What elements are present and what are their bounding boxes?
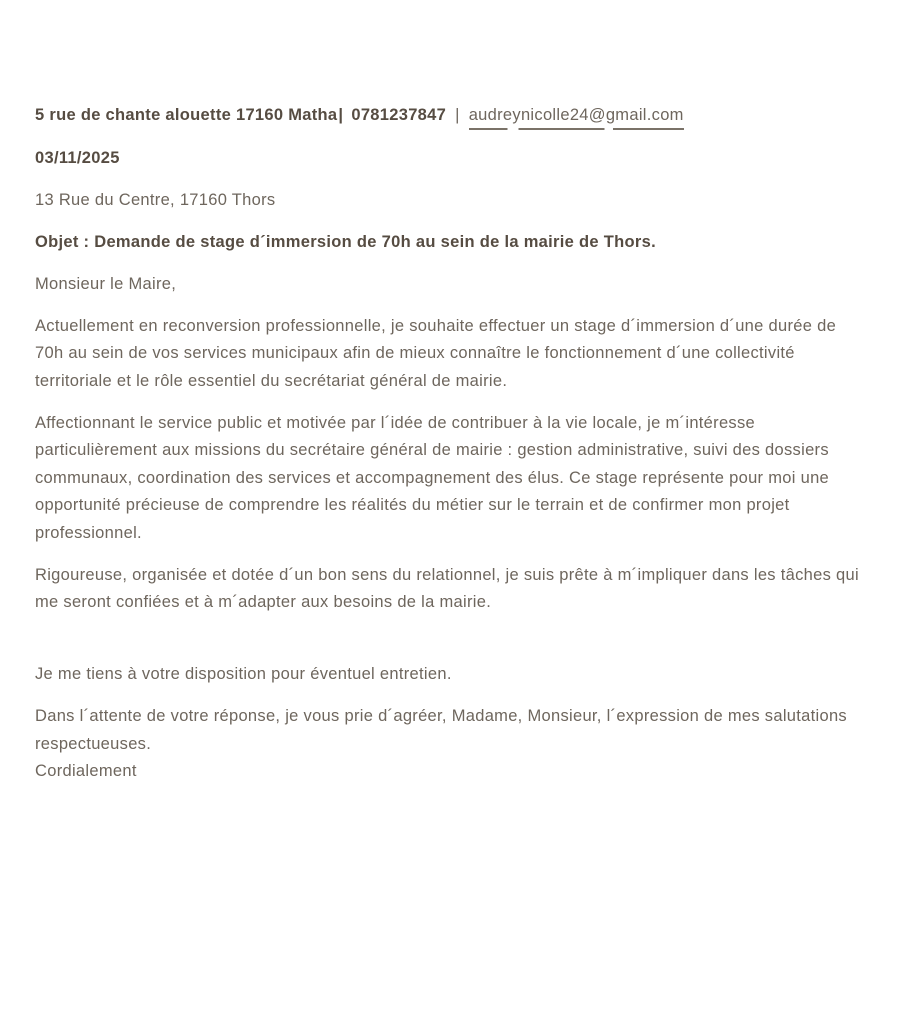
subject-line: Objet : Demande de stage d´immersion de 70h au sein de la mairie de Thors.	[35, 232, 656, 251]
sender-email-link[interactable]: audreynicolle24@gmail.com	[469, 105, 684, 130]
recipient-address: 13 Rue du Centre, 17160 Thors	[35, 190, 276, 209]
body-paragraph: Rigoureuse, organisée et dotée d´un bon sens du relationnel, je suis prête à m´impliquer dans les tâches qui me seront confiées et à m´adapter aux besoins de la mairie.	[35, 565, 859, 611]
blank-line	[35, 631, 865, 661]
contact-line	[35, 102, 865, 130]
sender-address: 5 rue de chante alouette 17160 Matha	[35, 106, 338, 124]
sender-phone: 0781237847	[351, 106, 447, 124]
separator-pipe: |	[455, 106, 460, 124]
separator-pipe: |	[338, 106, 344, 124]
body-paragraph: Je me tiens à votre disposition pour éventuel entretien.	[35, 665, 452, 683]
signoff: Cordialement	[35, 762, 137, 780]
salutation: Monsieur le Maire,	[35, 274, 177, 293]
letter-date: 03/11/2025	[35, 148, 120, 167]
body-paragraph: Actuellement en reconversion professionnelle, je souhaite effectuer un stage d´immersion d´une durée de 70h au sein de vos services municipaux afin de mieux connaître le fonctionnement d´une collectivité territoriale et le rôle essentiel du secrétariat général de mairie.	[35, 316, 837, 390]
closing-formula: Dans l´attente de votre réponse, je vous prie d´agréer, Madame, Monsieur, l´expression de mes salutations respectueuses.	[35, 707, 847, 753]
closing-block	[35, 703, 865, 786]
body-paragraph: Affectionnant le service public et motivée par l´idée de contribuer à la vie locale, je m´intéresse particulièrement aux missions du secrétaire général de mairie : gestion administrative, suivi des dossiers communaux, coordination des services et accompagnement des élus. Ce stage représente pour moi une opportunité précieuse de comprendre les réalités du métier sur le terrain et de confirmer mon projet professionnel.	[35, 413, 830, 542]
